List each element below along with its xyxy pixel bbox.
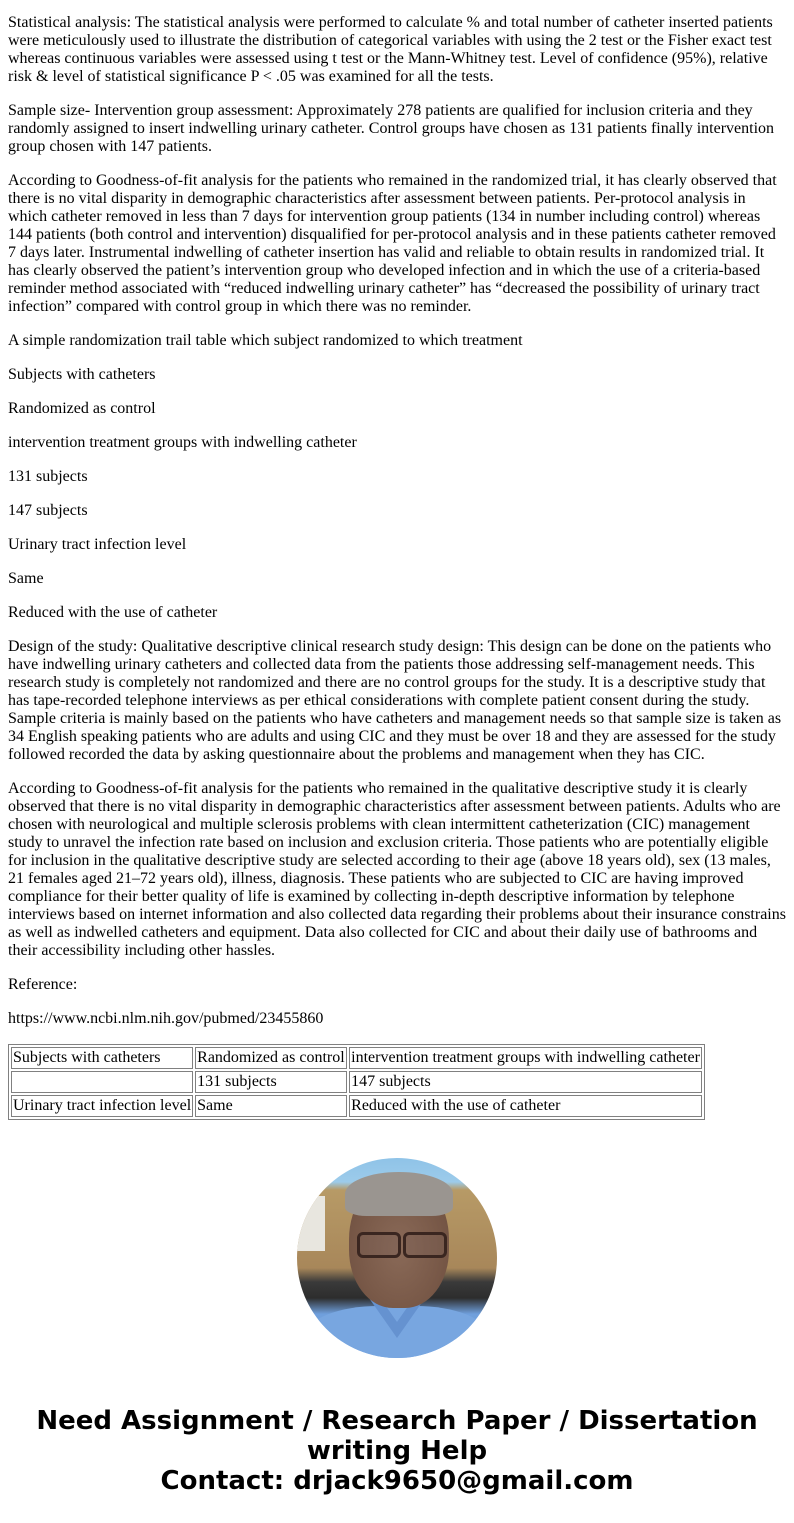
reference-label: Reference:: [8, 976, 78, 993]
paragraph-sample-size: Sample size- Intervention group assessment: Approximately 278 patients are qualified for inclusion criteria and they randomly assigned to insert indwelling urinary catheter. Control groups have chosen as 131 patients finally intervention group chosen with 147 patients.: [8, 102, 775, 155]
photo-hair: [345, 1172, 453, 1216]
table-cell: Same: [195, 1095, 347, 1117]
table-cell: [11, 1071, 193, 1093]
list-item: 147 subjects: [8, 502, 88, 519]
reference-link[interactable]: https://www.ncbi.nlm.nih.gov/pubmed/23455860: [8, 1010, 324, 1027]
banner-line-2: writing Help: [306, 1436, 488, 1466]
photo-glasses-left: [357, 1232, 401, 1258]
table-cell: Subjects with catheters: [11, 1047, 193, 1069]
table-cell: Reduced with the use of catheter: [349, 1095, 702, 1117]
table-row: [11, 1071, 702, 1093]
table-cell: Urinary tract infection level: [11, 1095, 193, 1117]
contact-banner: [8, 1406, 786, 1496]
paragraph-statistical-analysis: Statistical analysis: The statistical analysis were performed to calculate % and total number of catheter inserted patients were meticulously used to illustrate the distribution of categorical variables with using the 2 test or the Fisher exact test whereas continuous variables were assessed using t test or the Mann-Whitney test. Level of confidence (95%), relative risk & level of statistical significance P < .05 was examined for all the tests.: [8, 14, 773, 85]
banner-line-1: Need Assignment / Research Paper / Dissertation: [36, 1406, 758, 1436]
table-cell: Randomized as control: [195, 1047, 347, 1069]
list-item: Randomized as control: [8, 400, 156, 417]
author-photo: [297, 1158, 497, 1358]
list-item: Subjects with catheters: [8, 366, 156, 383]
paragraph-design-of-study: Design of the study: Qualitative descriptive clinical research study design: This design can be done on the patients who have indwelling urinary catheters and collected data from the patients those addressing self-management needs. This research study is completely not randomized and there are no control groups for the study. It is a descriptive study that has tape-recorded telephone interviews as per ethical considerations with complete patient consent during the study. Sample criteria is mainly based on the patients who have catheters and management needs so that sample size is taken as 34 English speaking patients who are adults and using CIC and they must be over 18 and they are assessed for the study followed recorded the data by asking questionnaire about the problems and management when they has CIC.: [8, 638, 782, 763]
paragraph-goodness-of-fit-trial: According to Goodness-of-fit analysis for the patients who remained in the randomized trial, it has clearly observed that there is no vital disparity in demographic characteristics after assessment between patients. Per-protocol analysis in which catheter removed in less than 7 days for intervention group patients (134 in number including control) whereas 144 patients (both control and intervention) disqualified for per-protocol analysis and in these patients catheter removed 7 days later. Instrumental indwelling of catheter insertion has valid and reliable to obtain results in randomized trial. It has clearly observed the patient’s intervention group who developed infection and in which the use of a criteria-based reminder method associated with “reduced indwelling urinary catheter” has “decreased the possibility of urinary tract infection” compared with control group in which there was no reminder.: [8, 172, 777, 315]
table-row: [11, 1095, 702, 1117]
table-row: [11, 1047, 702, 1069]
banner-contact-email[interactable]: Contact: drjack9650@gmail.com: [160, 1466, 634, 1496]
table-cell: 147 subjects: [349, 1071, 702, 1093]
paragraph-goodness-of-fit-qualitative: According to Goodness-of-fit analysis for the patients who remained in the qualitative descriptive study it is clearly observed that there is no vital disparity in demographic characteristics after assessment between patients. Adults who are chosen with neurological and multiple sclerosis problems with clean intermittent catheterization (CIC) management study to unravel the infection rate based on inclusion and exclusion criteria. Those patients who are potentially eligible for inclusion in the qualitative descriptive study are selected according to their age (above 18 years old), sex (13 males, 21 females aged 21–72 years old), illness, diagnosis. These patients who are subjected to CIC are having improved compliance for their better quality of life is examined by collecting in-depth descriptive information by telephone interviews based on internet information and also collected data regarding their problems about their insurance constrains as well as indwelled catheters and equipment. Data also collected for CIC and about their daily use of bathrooms and their accessibility including other hassles.: [8, 780, 786, 959]
list-item: Urinary tract infection level: [8, 536, 187, 553]
photo-wall-switch: [297, 1196, 325, 1251]
list-item: Reduced with the use of catheter: [8, 604, 218, 621]
randomization-table: [8, 1044, 705, 1120]
table-cell: intervention treatment groups with indwelling catheter: [349, 1047, 702, 1069]
table-cell: 131 subjects: [195, 1071, 347, 1093]
photo-glasses-right: [403, 1232, 447, 1258]
list-item: 131 subjects: [8, 468, 88, 485]
paragraph-table-intro: A simple randomization trail table which subject randomized to which treatment: [8, 332, 523, 349]
list-item: Same: [8, 570, 44, 587]
photo-container: [8, 1158, 786, 1358]
list-item: intervention treatment groups with indwelling catheter: [8, 434, 357, 451]
